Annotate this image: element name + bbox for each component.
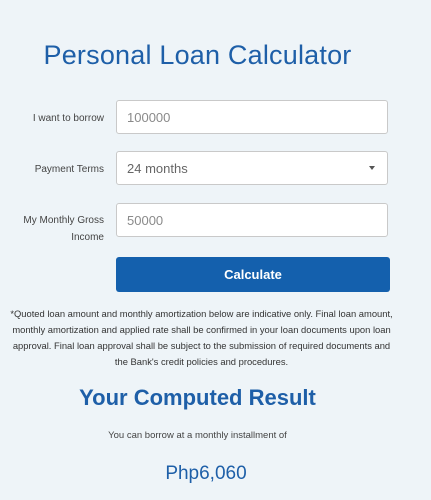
terms-label: Payment Terms <box>34 164 104 175</box>
monthly-installment-amount: Php6,060 <box>165 463 247 484</box>
monthly-income-input[interactable] <box>116 203 388 237</box>
income-label: My Monthly Gross Income <box>23 215 104 243</box>
borrow-amount-input[interactable] <box>116 100 388 134</box>
result-title: Your Computed Result <box>79 385 316 410</box>
chevron-down-icon <box>369 166 375 170</box>
payment-terms-value: 24 months <box>127 160 188 176</box>
result-subtitle: You can borrow at a monthly installment of <box>108 430 287 441</box>
borrow-label: I want to borrow <box>32 113 104 124</box>
payment-terms-select[interactable] <box>116 151 388 185</box>
page-title: Personal Loan Calculator <box>43 40 352 71</box>
disclaimer-text: *Quoted loan amount and monthly amortization below are indicative only. Final loan amount, monthly amortization and applied rate shall be confirmed in your loan documents upon loan approval. Final loan approval shall be subject to the submission of required documents and the Bank's credit policies and procedures. <box>10 308 393 367</box>
calculate-button[interactable]: Calculate <box>116 257 390 292</box>
